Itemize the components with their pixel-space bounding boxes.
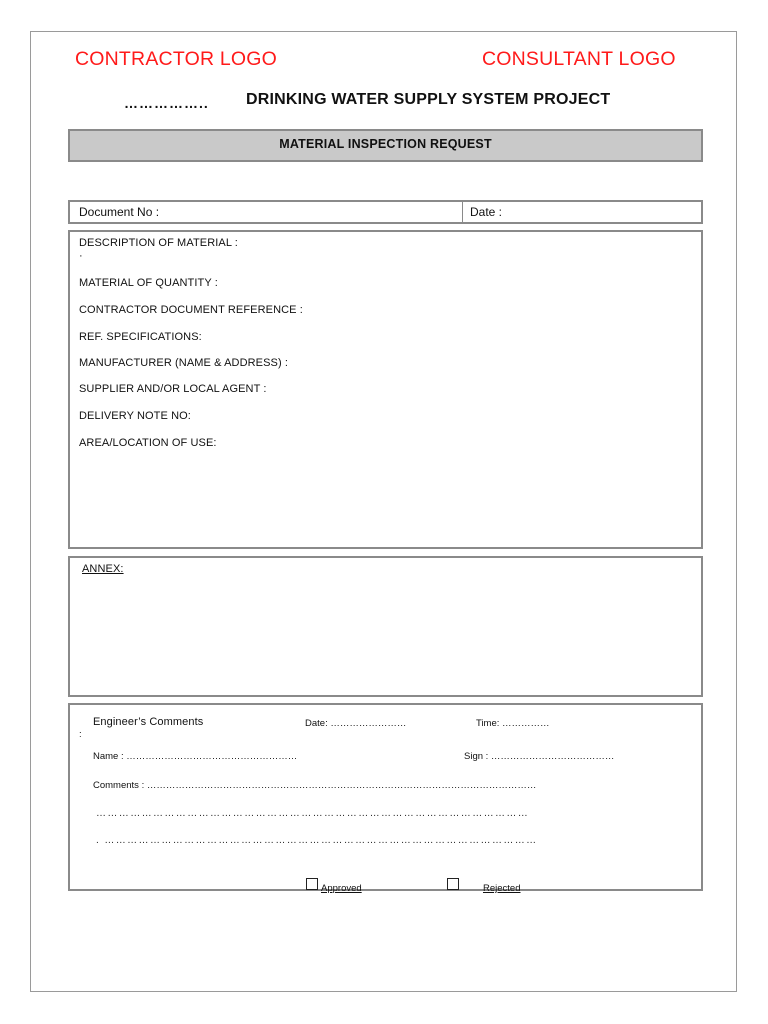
manufacturer-label: MANUFACTURER (NAME & ADDRESS) : (79, 357, 289, 369)
contractor-logo: CONTRACTOR LOGO (75, 48, 277, 70)
engineer-colon-mark: : (79, 729, 82, 740)
engineer-date-field: Date: …………………… (305, 718, 407, 729)
annex-label: ANNEX: (82, 563, 124, 575)
description-bullet: · (79, 250, 83, 262)
document-no-label: Document No : (79, 205, 160, 219)
engineer-name-field: Name : ……………………………………………… (93, 751, 298, 762)
description-of-material-label: DESCRIPTION OF MATERIAL : (79, 237, 238, 249)
approved-label: Approved (321, 883, 362, 894)
material-quantity-label: MATERIAL OF QUANTITY : (79, 277, 218, 289)
area-location-label: AREA/LOCATION OF USE: (79, 437, 217, 449)
annex-section (68, 556, 703, 697)
row-divider (462, 202, 463, 222)
project-name-placeholder: …………….. (124, 95, 209, 111)
supplier-label: SUPPLIER AND/OR LOCAL AGENT : (79, 383, 267, 395)
material-details-section (68, 230, 703, 549)
form-title: MATERIAL INSPECTION REQUEST (279, 137, 492, 151)
ref-specifications-label: REF. SPECIFICATIONS: (79, 331, 202, 343)
delivery-note-label: DELIVERY NOTE NO: (79, 410, 191, 422)
date-label: Date : (470, 205, 503, 219)
engineer-comments-field: Comments : …………………………………………………………………………………………………………… (93, 780, 537, 791)
comments-dotted-line-1: …………………………………………………………………………………………………… (96, 808, 530, 819)
engineer-sign-field: Sign : ………………………………… (464, 751, 615, 762)
approved-checkbox[interactable] (306, 878, 318, 890)
engineer-comments-heading: Engineer’s Comments (93, 716, 204, 728)
consultant-logo: CONSULTANT LOGO (482, 48, 676, 70)
engineer-comments-section (68, 703, 703, 891)
contractor-document-reference-label: CONTRACTOR DOCUMENT REFERENCE : (79, 304, 303, 316)
rejected-label: Rejected (483, 883, 521, 894)
project-title: DRINKING WATER SUPPLY SYSTEM PROJECT (246, 91, 611, 108)
engineer-time-field: Time: …………… (476, 718, 550, 729)
form-title-banner (68, 129, 703, 162)
comments-dotted-line-2: . …………………………………………………………………………………………………… (96, 835, 538, 846)
document-info-row (68, 200, 703, 224)
rejected-checkbox[interactable] (447, 878, 459, 890)
